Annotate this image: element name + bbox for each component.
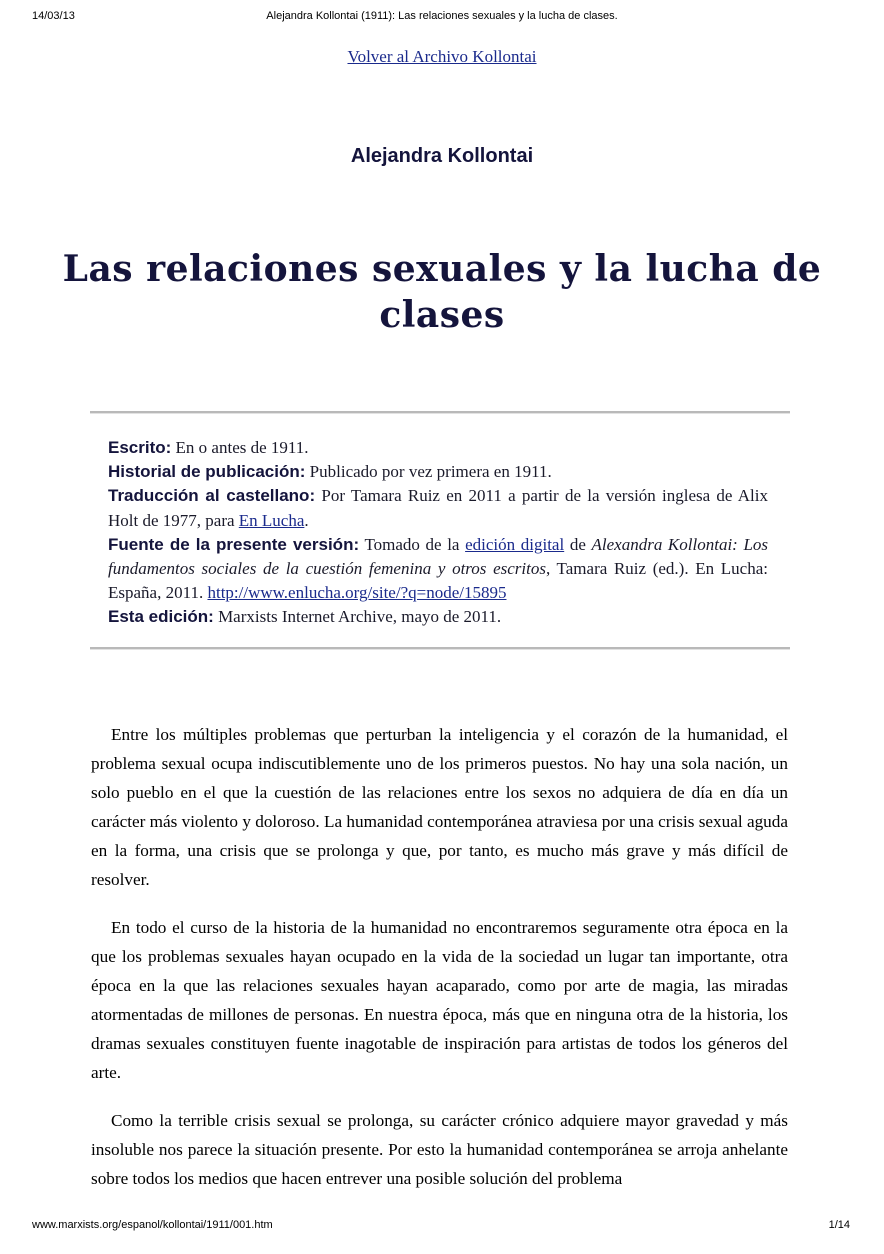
traduccion-value: Por Tamara Ruiz en 2011 a partir de la versión inglesa de Alix Holt de 1977, para (108, 486, 768, 530)
print-page-number: 1/14 (828, 1219, 850, 1231)
bottom-divider (90, 647, 790, 650)
print-url: www.marxists.org/espanol/kollontai/1911/001.htm (32, 1219, 273, 1231)
back-to-archive-link[interactable]: Volver al Archivo Kollontai (347, 47, 537, 66)
en-lucha-link[interactable]: En Lucha (238, 510, 305, 530)
print-page-title: Alejandra Kollontai (1911): Las relaciones sexuales y la lucha de clases. (266, 10, 618, 22)
paragraph-3: Como la terrible crisis sexual se prolonga, su carácter crónico adquiere mayor gravedad y más insoluble nos parece la situación presente. Por esto la humanidad contemporánea se arroja anhelante sobre todos los medios que hacen entrever una posible solución del problema (91, 1111, 788, 1188)
info-historial (108, 460, 768, 484)
top-divider (90, 411, 790, 414)
fuente-book-title: Alexandra Kollontai: Los fundamentos sociales de la cuestión femenina y otros escritos (108, 534, 769, 579)
fuente-label: Fuente de la presente versión: (108, 534, 360, 554)
traduccion-end: . (304, 510, 309, 530)
historial-label: Historial de publicación: (108, 462, 306, 482)
escrito-value: En o antes de 1911. (175, 438, 309, 457)
print-header (0, 10, 884, 28)
paragraph-2: En todo el curso de la historia de la humanidad no encontraremos seguramente otra época en la que los problemas sexuales hayan ocupado en la vida de la sociedad un lugar tan importante, otra época en la que las relaciones sexuales hayan acaparado, como por arte de magia, las miradas atormentadas de millones de personas. En nuestra época, más que en ninguna otra de la historia, los dramas sexuales constituyen fuente inagotable de inspiración para artistas de todos los géneros del arte. (91, 918, 788, 1082)
document-title: Las relaciones sexuales y la lucha de clases (62, 248, 822, 336)
paragraph-1: Entre los múltiples problemas que perturban la inteligencia y el corazón de la humanidad, el problema sexual ocupa indiscutiblemente uno de los primeros puestos. No hay una sola nación, un solo pueblo en el que la cuestión de las relaciones entre los sexos no adquiera de día en día un carácter más violento y doloroso. La humanidad contemporánea atraviesa por una crisis sexual aguda en la forma, una crisis que se prolonga y que, por tanto, es mucho más grave y más difícil de resolver. (91, 725, 788, 889)
info-fuente (108, 533, 768, 606)
info-edicion (108, 605, 768, 629)
info-escrito (108, 436, 768, 460)
traduccion-label: Traducción al castellano: (108, 486, 316, 506)
edicion-label: Esta edición: (108, 607, 214, 627)
info-traduccion (108, 484, 768, 532)
publication-info (108, 436, 768, 630)
author-name: Alejandra Kollontai (350, 145, 534, 167)
edicion-value: Marxists Internet Archive, mayo de 2011. (218, 607, 502, 627)
article-body (91, 720, 788, 1212)
enlucha-url-link[interactable]: http://www.enlucha.org/site/?q=node/15895 (207, 583, 507, 603)
back-nav (0, 47, 884, 67)
fuente-de: de (569, 534, 586, 554)
historial-value: Publicado por vez primera en 1911. (309, 462, 552, 482)
fuente-post: , Tamara Ruiz (ed.). En Lucha: España, 2011. (108, 559, 768, 603)
fuente-pre: Tomado de la (364, 534, 460, 554)
escrito-label: Escrito: (108, 438, 172, 457)
print-date: 14/03/13 (32, 10, 75, 22)
edicion-digital-link[interactable]: edición digital (465, 534, 565, 554)
